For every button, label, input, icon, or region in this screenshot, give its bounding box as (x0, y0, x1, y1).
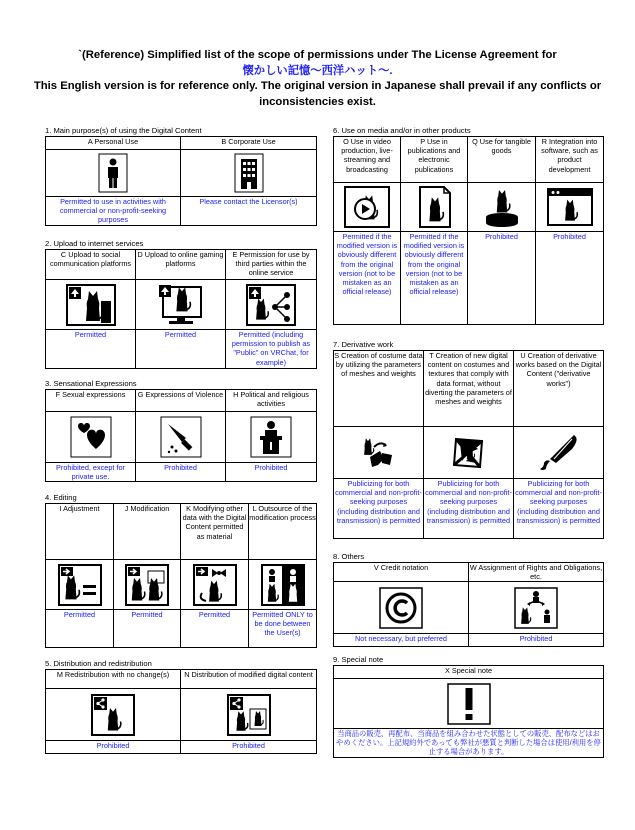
redistribute-icon (46, 689, 181, 741)
section-title: 2. Upload to internet services (45, 239, 144, 248)
section-derivative (333, 340, 604, 539)
tangible-goods-icon (468, 183, 536, 232)
costume-icon (334, 427, 424, 479)
item-c-label: C Upload to social communication platforms (46, 250, 136, 280)
copyright-icon (334, 582, 469, 634)
item-n-label: N Distribution of modified digital content (181, 670, 317, 689)
item-m-label: M Redistribution with no change(s) (46, 670, 181, 689)
header-product-name: 懐かしい記憶〜西洋ハット〜. (242, 64, 393, 77)
section-sensational (45, 379, 317, 482)
section-others (333, 552, 604, 647)
section-title: 5. Distribution and redistribution (45, 659, 152, 668)
item-q-result: Prohibited (468, 232, 536, 325)
item-p-label: P Use in publications and electronic publications (401, 137, 468, 183)
section-special-note (333, 655, 604, 758)
header-line-1: `(Reference) Simplified list of the scope of permissions under The License Agreement for (78, 49, 557, 61)
share-third-party-icon (226, 280, 317, 330)
item-d-label: D Upload to online gaming platforms (136, 250, 226, 280)
section-title: 6. Use on media and/or in other products (333, 126, 471, 135)
item-u-result: Publicizing for both commercial and non-profit-seeking purposes (including distribution and transmission) is permitted (514, 479, 604, 539)
item-p-result: Permitted if the modified version is obviously different from the original version (not to be mistaken as an official release) (401, 232, 468, 325)
item-l-result: Permitted ONLY to be done between the User(s) (249, 610, 317, 648)
section-title: 3. Sensational Expressions (45, 379, 137, 388)
item-t-label: T Creation of new digital content on costumes and textures that comply with data format, without diverting the parameters of meshes and weights (424, 351, 514, 427)
item-j-result: Permitted (114, 610, 181, 648)
item-w-label: W Assignment of Rights and Obligations, etc. (469, 563, 603, 582)
section-title: 9. Special note (333, 655, 384, 664)
item-o-result: Permitted if the modified version is obviously different from the original version (not to be mistaken as an official release) (334, 232, 401, 325)
section-upload (45, 239, 317, 369)
assignment-icon (469, 582, 604, 634)
section-media-use (333, 126, 604, 325)
header-line-3: This English version is for reference only. The original version in Japanese shall prevail if any conflicts or (33, 80, 602, 92)
hearts-icon (46, 412, 136, 463)
item-g-label: G Expressions of Violence (136, 390, 226, 412)
item-j-label: J Modification (114, 504, 181, 560)
item-m-result: Prohibited (46, 741, 181, 754)
corporate-building-icon (181, 150, 317, 197)
brush-icon (514, 427, 604, 479)
adjustment-icon (46, 560, 114, 610)
item-q-label: Q Use for tangible goods (468, 137, 536, 183)
item-n-result: Prohibited (181, 741, 317, 754)
section-distribution (45, 659, 317, 754)
header-line-4: inconsistencies exist. (259, 95, 376, 108)
item-f-label: F Sexual expressions (46, 390, 136, 412)
item-g-result: Prohibited (136, 463, 226, 482)
item-h-result: Prohibited (226, 463, 317, 482)
section-title: 1. Main purpose(s) of using the Digital Content (45, 126, 202, 135)
software-window-icon (536, 183, 604, 232)
item-l-label: L Outsource of the modification process (249, 504, 317, 560)
item-c-result: Permitted (46, 330, 136, 369)
item-x-label: X Special note (334, 666, 604, 679)
item-e-label: E Permission for use by third parties within the online service (226, 250, 317, 280)
item-b-result: Please contact the Licensor(s) (181, 197, 317, 226)
item-r-result: Prohibited (536, 232, 604, 325)
item-i-result: Permitted (46, 610, 114, 648)
item-f-result: Prohibited, except for private use. (46, 463, 136, 482)
publication-icon (401, 183, 468, 232)
item-t-result: Publicizing for both commercial and non-profit-seeking purposes (including distribution and transmission) is permitted (424, 479, 514, 539)
item-v-label: V Credit notation (334, 563, 469, 582)
document-header (0, 48, 635, 110)
outsource-icon (249, 560, 317, 610)
item-r-label: R Integration into software, such as product development (536, 137, 604, 183)
knife-icon (136, 412, 226, 463)
gaming-upload-icon (136, 280, 226, 330)
distribute-modified-icon (181, 689, 317, 741)
item-d-result: Permitted (136, 330, 226, 369)
item-u-label: U Creation of derivative works based on the Digital Content ("derivative works") (514, 351, 604, 427)
item-a-label: A Personal Use (46, 137, 181, 150)
section-title: 8. Others (333, 552, 365, 561)
item-h-label: H Political and religious activities (226, 390, 317, 412)
item-k-result: Permitted (181, 610, 249, 648)
exclamation-icon (334, 679, 604, 729)
item-w-result: Prohibited (469, 634, 604, 647)
personal-use-icon (46, 150, 181, 197)
item-a-result: Permitted to use in activities with commercial or non-profit-seeking purposes (46, 197, 181, 226)
combine-material-icon (181, 560, 249, 610)
video-play-icon (334, 183, 401, 232)
section-title: 4. Editing (45, 493, 77, 502)
item-o-label: O Use in video production, live-streaming and broadcasting (334, 137, 401, 183)
texture-icon (424, 427, 514, 479)
podium-speaker-icon (226, 412, 317, 463)
item-b-label: B Corporate Use (181, 137, 317, 150)
item-v-result: Not necessary, but preferred (334, 634, 469, 647)
item-s-result: Publicizing for both commercial and non-profit-seeking purposes (including distribution and transmission) is permitted (334, 479, 424, 539)
item-x-result: 当商品の販売、再配布、当商品を組み合わせた状態としての販売、配布などはおやめください。上記規約外であっても弊社が悪質と判断した場合は使用/利用を停止する場合があります。 (334, 729, 604, 758)
item-s-label: S Creation of costume data by utilizing the parameters of meshes and weights (334, 351, 424, 427)
item-i-label: I Adjustment (46, 504, 114, 560)
item-e-result: Permitted (including permission to publish as "Public" on VRChat, for example) (226, 330, 317, 369)
social-upload-icon (46, 280, 136, 330)
section-editing (45, 493, 317, 648)
section-main-purpose (45, 126, 317, 226)
modification-icon (114, 560, 181, 610)
section-title: 7. Derivative work (333, 340, 394, 349)
item-k-label: K Modifying other data with the Digital Content permitted as material (181, 504, 249, 560)
